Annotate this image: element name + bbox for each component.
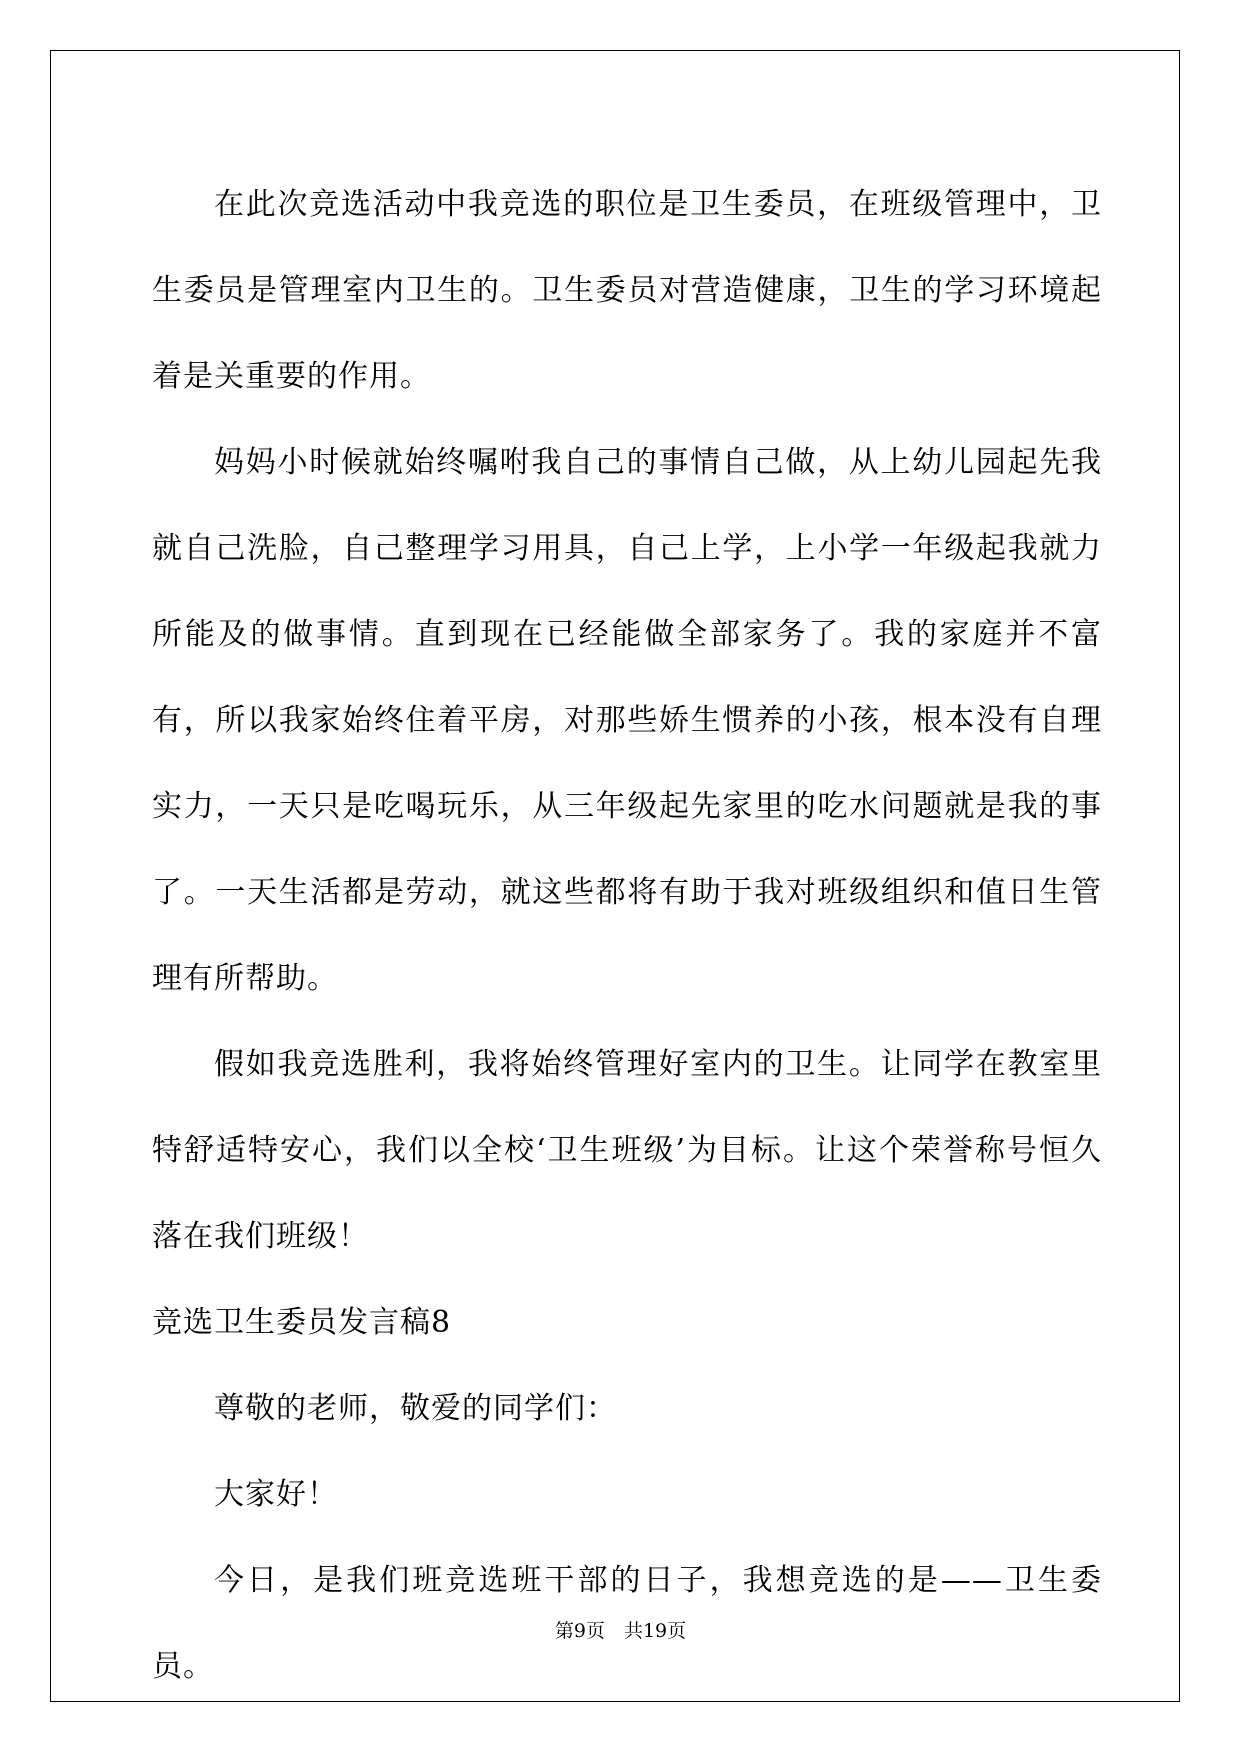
paragraph: 在此次竞选活动中我竞选的职位是卫生委员，在班级管理中，卫生委员是管理室内卫生的。卫生委员对营造健康，卫生的学习环境起着是关重要的作用。 xyxy=(152,187,1102,394)
salutation: 尊敬的老师，敬爱的同学们： xyxy=(214,1391,617,1426)
paragraph: 今日，是我们班竞选班干部的日子，我想竞选的是——卫生委员。 xyxy=(152,1563,1102,1684)
greeting: 大家好！ xyxy=(214,1477,338,1512)
page-number-label: 第9页 共19页 xyxy=(554,1620,687,1642)
document-body xyxy=(152,162,1102,1710)
page-footer xyxy=(0,1616,1241,1643)
paragraph: 妈妈小时候就始终嘱咐我自己的事情自己做，从上幼儿园起先我就自己洗脸，自己整理学习用具，自己上学，上小学一年级起我就力所能及的做事情。直到现在已经能做全部家务了。我的家庭并不富有，所以我家始终住着平房，对那些娇生惯养的小孩，根本没有自理实力，一天只是吃喝玩乐，从三年级起先家里的吃水问题就是我的事了。一天生活都是劳动，就这些都将有助于我对班级组织和值日生管理有所帮助。 xyxy=(152,445,1102,996)
section-heading: 竞选卫生委员发言稿8 xyxy=(152,1305,452,1340)
paragraph: 假如我竞选胜利，我将始终管理好室内的卫生。让同学在教室里特舒适特安心，我们以全校‘卫生班级’为目标。让这个荣誉称号恒久落在我们班级！ xyxy=(152,1047,1102,1254)
